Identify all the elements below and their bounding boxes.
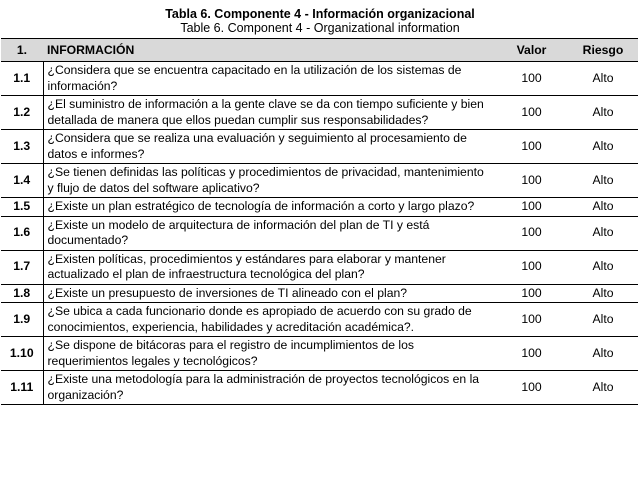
- table-row: [1, 198, 638, 217]
- row-value: 100: [495, 303, 568, 337]
- row-value: 100: [495, 250, 568, 284]
- header-risk: Riesgo: [568, 39, 638, 62]
- row-number: 1.8: [1, 284, 43, 303]
- row-question: ¿Considera que se realiza una evaluación y seguimiento al procesamiento de datos e informes?: [43, 130, 495, 164]
- header-question: INFORMACIÓN: [43, 39, 495, 62]
- row-risk: Alto: [568, 62, 638, 96]
- row-question: ¿Considera que se encuentra capacitado en la utilización de los sistemas de información?: [43, 62, 495, 96]
- table-row: [1, 371, 638, 405]
- table-row: [1, 130, 638, 164]
- row-number: 1.7: [1, 250, 43, 284]
- row-value: 100: [495, 337, 568, 371]
- row-value: 100: [495, 164, 568, 198]
- row-number: 1.4: [1, 164, 43, 198]
- row-value: 100: [495, 198, 568, 217]
- row-question: ¿Se tienen definidas las políticas y procedimientos de privacidad, mantenimiento y flujo de datos del software aplicativo?: [43, 164, 495, 198]
- row-number: 1.11: [1, 371, 43, 405]
- row-question: ¿Existe un plan estratégico de tecnología de información a corto y largo plazo?: [43, 198, 495, 217]
- table-row: [1, 250, 638, 284]
- row-question: ¿Existe un presupuesto de inversiones de TI alineado con el plan?: [43, 284, 495, 303]
- row-risk: Alto: [568, 284, 638, 303]
- row-question: ¿Existe una metodología para la administración de proyectos tecnológicos en la organización?: [43, 371, 495, 405]
- row-risk: Alto: [568, 303, 638, 337]
- row-number: 1.2: [1, 96, 43, 130]
- row-number: 1.6: [1, 216, 43, 250]
- row-risk: Alto: [568, 371, 638, 405]
- row-number: 1.1: [1, 62, 43, 96]
- row-risk: Alto: [568, 198, 638, 217]
- table-row: [1, 337, 638, 371]
- row-risk: Alto: [568, 337, 638, 371]
- row-question: ¿Se ubica a cada funcionario donde es apropiado de acuerdo con su grado de conocimientos, experiencia, habilidades y acreditación académica?.: [43, 303, 495, 337]
- row-risk: Alto: [568, 250, 638, 284]
- row-value: 100: [495, 284, 568, 303]
- row-question: ¿Se dispone de bitácoras para el registro de incumplimientos de los requerimientos legales y tecnológicos?: [43, 337, 495, 371]
- table-row: [1, 164, 638, 198]
- header-value: Valor: [495, 39, 568, 62]
- row-value: 100: [495, 130, 568, 164]
- table-row: [1, 303, 638, 337]
- table-row: [1, 284, 638, 303]
- row-number: 1.3: [1, 130, 43, 164]
- table-header-row: [1, 39, 638, 62]
- table-title: Tabla 6. Componente 4 - Información organizacional: [165, 7, 475, 21]
- row-risk: Alto: [568, 96, 638, 130]
- row-question: ¿Existe un modelo de arquitectura de información del plan de TI y está documentado?: [43, 216, 495, 250]
- row-question: ¿Existen políticas, procedimientos y estándares para elaborar y mantener actualizado el plan de infraestructura tecnológica del plan?: [43, 250, 495, 284]
- row-number: 1.9: [1, 303, 43, 337]
- information-table: [1, 38, 638, 405]
- table-row: [1, 216, 638, 250]
- row-number: 1.10: [1, 337, 43, 371]
- row-risk: Alto: [568, 216, 638, 250]
- table-row: [1, 96, 638, 130]
- row-value: 100: [495, 62, 568, 96]
- table-subtitle: Table 6. Component 4 - Organizational information: [180, 21, 460, 35]
- header-number: 1.: [1, 39, 43, 62]
- row-risk: Alto: [568, 164, 638, 198]
- row-value: 100: [495, 371, 568, 405]
- table-row: [1, 62, 638, 96]
- row-number: 1.5: [1, 198, 43, 217]
- row-risk: Alto: [568, 130, 638, 164]
- row-value: 100: [495, 96, 568, 130]
- row-value: 100: [495, 216, 568, 250]
- row-question: ¿El suministro de información a la gente clave se da con tiempo suficiente y bien detallada de manera que ellos puedan cumplir sus responsabilidades?: [43, 96, 495, 130]
